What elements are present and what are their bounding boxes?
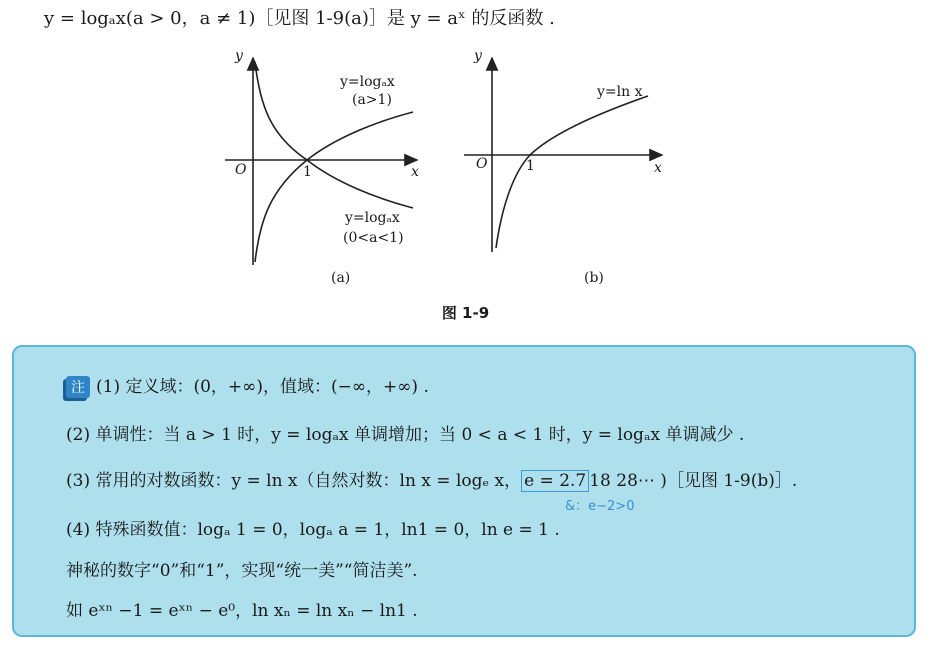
figure-a-lower-cond: (0<a<1) bbox=[343, 230, 404, 246]
highlight-box: e = 2.7 bbox=[521, 470, 589, 492]
figure-b-x-label: x bbox=[654, 160, 662, 176]
note-line-1 bbox=[66, 372, 429, 398]
figure-title: 图 1-9 bbox=[441, 304, 490, 322]
figure-a-tick-1: 1 bbox=[303, 164, 312, 180]
figure-b-y-label: y bbox=[474, 48, 482, 64]
figure-a-lower-label: y=logₐx bbox=[345, 210, 400, 226]
curve-ln-x bbox=[496, 96, 648, 248]
note-line-5: 神秘的数字“0”和“1”，实现“统一美”“简洁美”. bbox=[66, 561, 418, 581]
note-badge: 注 bbox=[66, 376, 90, 398]
note-line-3 bbox=[66, 466, 797, 491]
figure-b-graph bbox=[462, 40, 677, 290]
figure-a bbox=[215, 40, 445, 290]
note-line-4: (4) 特殊函数值：logₐ 1 = 0，logₐ a = 1，ln1 = 0，ln e = 1 . bbox=[66, 520, 560, 540]
figure-a-origin: O bbox=[235, 162, 247, 178]
figure-b bbox=[462, 40, 677, 290]
figure-b-tick-1: 1 bbox=[526, 158, 535, 174]
note-line-1-text: (1) 定义域：(0，+∞)，值域：(−∞，+∞) . bbox=[96, 377, 429, 397]
note-line-3-post: 18 28⋯ )［见图 1-9(b)］. bbox=[589, 471, 798, 491]
figure-a-upper-label: y=logₐx bbox=[340, 74, 395, 90]
figure-b-origin: O bbox=[476, 156, 488, 172]
note-line-6: 如 eˣⁿ −1 = eˣⁿ − e⁰，ln xₙ = ln xₙ − ln1 . bbox=[66, 601, 418, 621]
figure-a-y-label: y bbox=[235, 48, 243, 64]
figure-a-caption: (a) bbox=[331, 270, 351, 286]
figure-a-x-label: x bbox=[411, 164, 419, 180]
figure-b-curve-label: y=ln x bbox=[597, 84, 643, 100]
figure-a-upper-cond: (a>1) bbox=[352, 92, 392, 108]
intro-sentence: y = logₐx(a > 0，a ≠ 1)［见图 1-9(a)］是 y = aˣ 的反函数 . bbox=[44, 8, 555, 29]
handwritten-annotation: &：e−2>0 bbox=[565, 499, 635, 514]
note-line-3-pre: (3) 常用的对数函数：y = ln x（自然对数：ln x = logₑ x， bbox=[66, 471, 522, 491]
note-line-2: (2) 单调性：当 a > 1 时，y = logₐx 单调增加；当 0 < a < 1 时，y = logₐx 单调减少 . bbox=[66, 425, 745, 445]
figure-b-caption: (b) bbox=[584, 270, 604, 286]
